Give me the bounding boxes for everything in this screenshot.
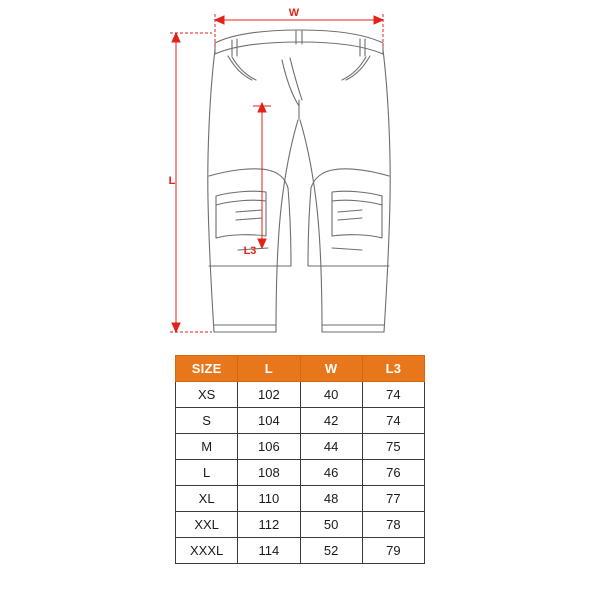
cell-l: 110 <box>238 486 300 512</box>
cell-w: 42 <box>300 408 362 434</box>
cell-size: L <box>176 460 238 486</box>
cell-l3: 79 <box>362 538 424 564</box>
cell-w: 46 <box>300 460 362 486</box>
cell-size: XL <box>176 486 238 512</box>
cell-w: 40 <box>300 382 362 408</box>
table-row <box>176 512 425 538</box>
cell-l: 114 <box>238 538 300 564</box>
cell-l3: 76 <box>362 460 424 486</box>
cell-w: 44 <box>300 434 362 460</box>
header-w: W <box>300 356 362 382</box>
label-l: L <box>168 175 176 187</box>
header-l3: L3 <box>362 356 424 382</box>
header-size: SIZE <box>176 356 238 382</box>
cell-w: 48 <box>300 486 362 512</box>
cell-l3: 75 <box>362 434 424 460</box>
cell-l3: 74 <box>362 408 424 434</box>
table-row <box>176 408 425 434</box>
cell-l3: 74 <box>362 382 424 408</box>
table-row <box>176 382 425 408</box>
table-row <box>176 538 425 564</box>
trousers-outline <box>208 30 390 332</box>
cell-l3: 77 <box>362 486 424 512</box>
header-l: L <box>238 356 300 382</box>
cell-size: S <box>176 408 238 434</box>
cell-size: XXL <box>176 512 238 538</box>
cell-l: 102 <box>238 382 300 408</box>
cell-l: 106 <box>238 434 300 460</box>
table-row <box>176 434 425 460</box>
table-header-row <box>176 356 425 382</box>
cell-l: 104 <box>238 408 300 434</box>
table-row <box>176 460 425 486</box>
table-row <box>176 486 425 512</box>
label-w: W <box>288 7 300 19</box>
size-table <box>175 355 425 564</box>
cell-size: XXXL <box>176 538 238 564</box>
cell-w: 50 <box>300 512 362 538</box>
cell-l3: 78 <box>362 512 424 538</box>
cell-l: 108 <box>238 460 300 486</box>
cell-size: XS <box>176 382 238 408</box>
label-l3: L3 <box>243 245 257 257</box>
cell-w: 52 <box>300 538 362 564</box>
cell-size: M <box>176 434 238 460</box>
cell-l: 112 <box>238 512 300 538</box>
